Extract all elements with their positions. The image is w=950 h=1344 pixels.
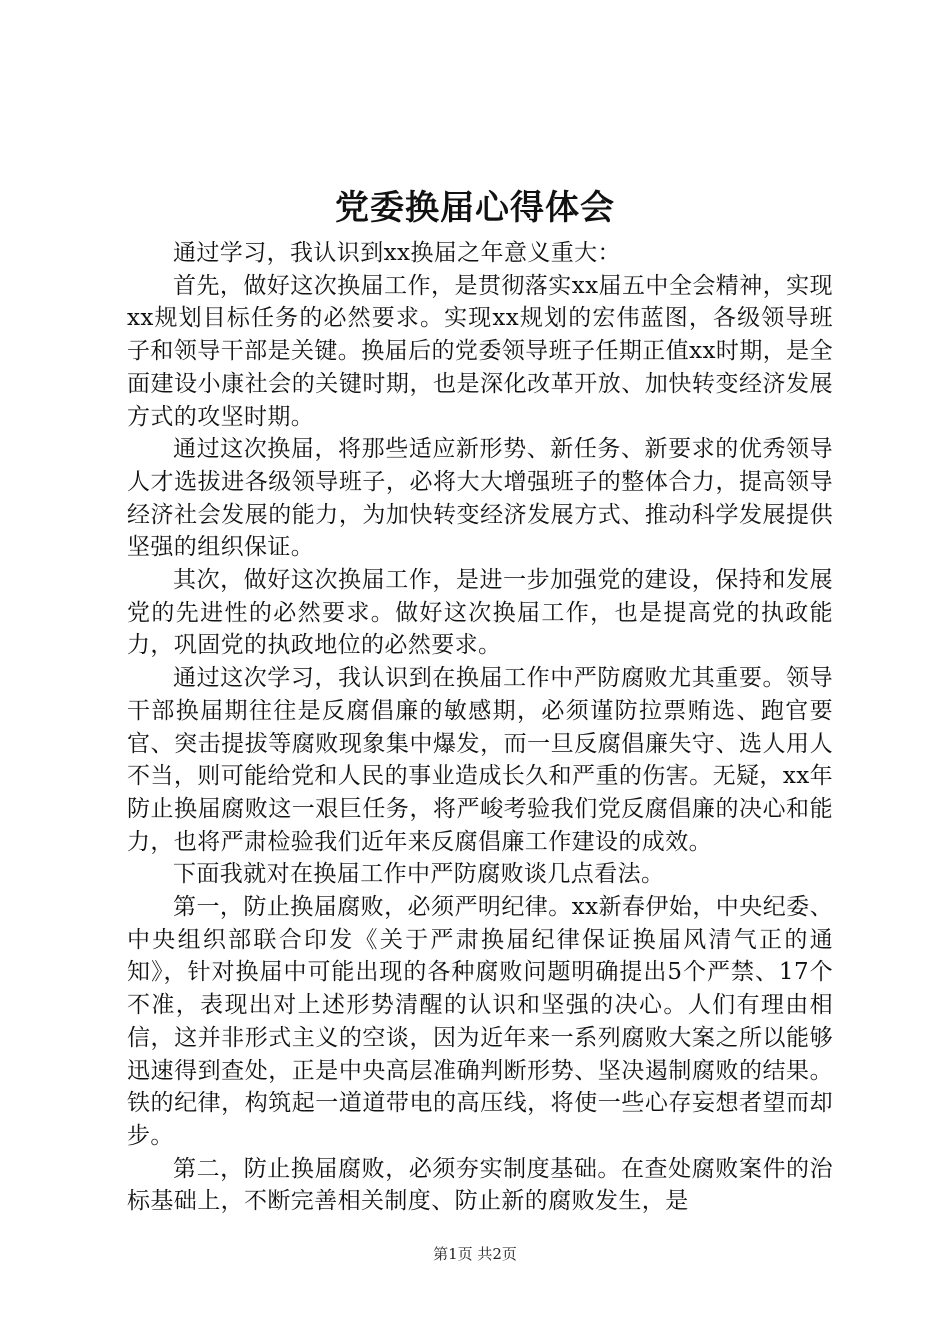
paragraph-6: 下面我就对在换届工作中严防腐败谈几点看法。: [173, 861, 665, 888]
page-number-footer: 第1页 共2页: [433, 1245, 517, 1263]
paragraph-1: 通过学习，我认识到xx换届之年意义重大：: [173, 240, 621, 266]
document-body: [127, 237, 833, 1218]
document-title: 党委换届心得体会: [335, 188, 615, 228]
paragraph-4: 其次，做好这次换届工作，是进一步加强党的建设，保持和发展党的先进性的必然要求。做好这次换届工作，也是提高党的执政能力，巩固党的执政地位的必然要求。: [127, 567, 833, 659]
paragraph-5: 通过这次学习，我认识到在换届工作中严防腐败尤其重要。领导干部换届期往往是反腐倡廉的敏感期，必须谨防拉票贿选、跑官要官、突击提拔等腐败现象集中爆发，而一旦反腐倡廉失守、选人用人不当，则可能给党和人民的事业造成长久和严重的伤害。无疑，xx年防止换届腐败这一艰巨任务，将严峻考验我们党反腐倡廉的决心和能力，也将严肃检验我们近年来反腐倡廉工作建设的成效。: [127, 665, 833, 855]
paragraph-8: 第二，防止换届腐败，必须夯实制度基础。在查处腐败案件的治标基础上，不断完善相关制度、防止新的腐败发生，是: [127, 1155, 833, 1215]
paragraph-3: 通过这次换届，将那些适应新形势、新任务、新要求的优秀领导人才选拔进各级领导班子，必将大大增强班子的整体合力，提高领导经济社会发展的能力，为加快转变经济发展方式、推动科学发展提供坚强的组织保证。: [127, 436, 833, 561]
paragraph-2: 首先，做好这次换届工作，是贯彻落实xx届五中全会精神，实现xx规划目标任务的必然要求。实现xx规划的宏伟蓝图，各级领导班子和领导干部是关键。换届后的党委领导班子任期正值xx时期，是全面建设小康社会的关键时期，也是深化改革开放、加快转变经济发展方式的攻坚时期。: [127, 272, 833, 430]
paragraph-7: 第一，防止换届腐败，必须严明纪律。xx新春伊始，中央纪委、中央组织部联合印发《关于严肃换届纪律保证换届风清气正的通知》，针对换届中可能出现的各种腐败问题明确提出5个严禁、17个不准，表现出对上述形势清醒的认识和坚强的决心。人们有理由相信，这并非形式主义的空谈，因为近年来一系列腐败大案之所以能够迅速得到查处，正是中央高层准确判断形势、坚决遏制腐败的结果。铁的纪律，构筑起一道道带电的高压线，将使一些心存妄想者望而却步。: [127, 894, 833, 1149]
